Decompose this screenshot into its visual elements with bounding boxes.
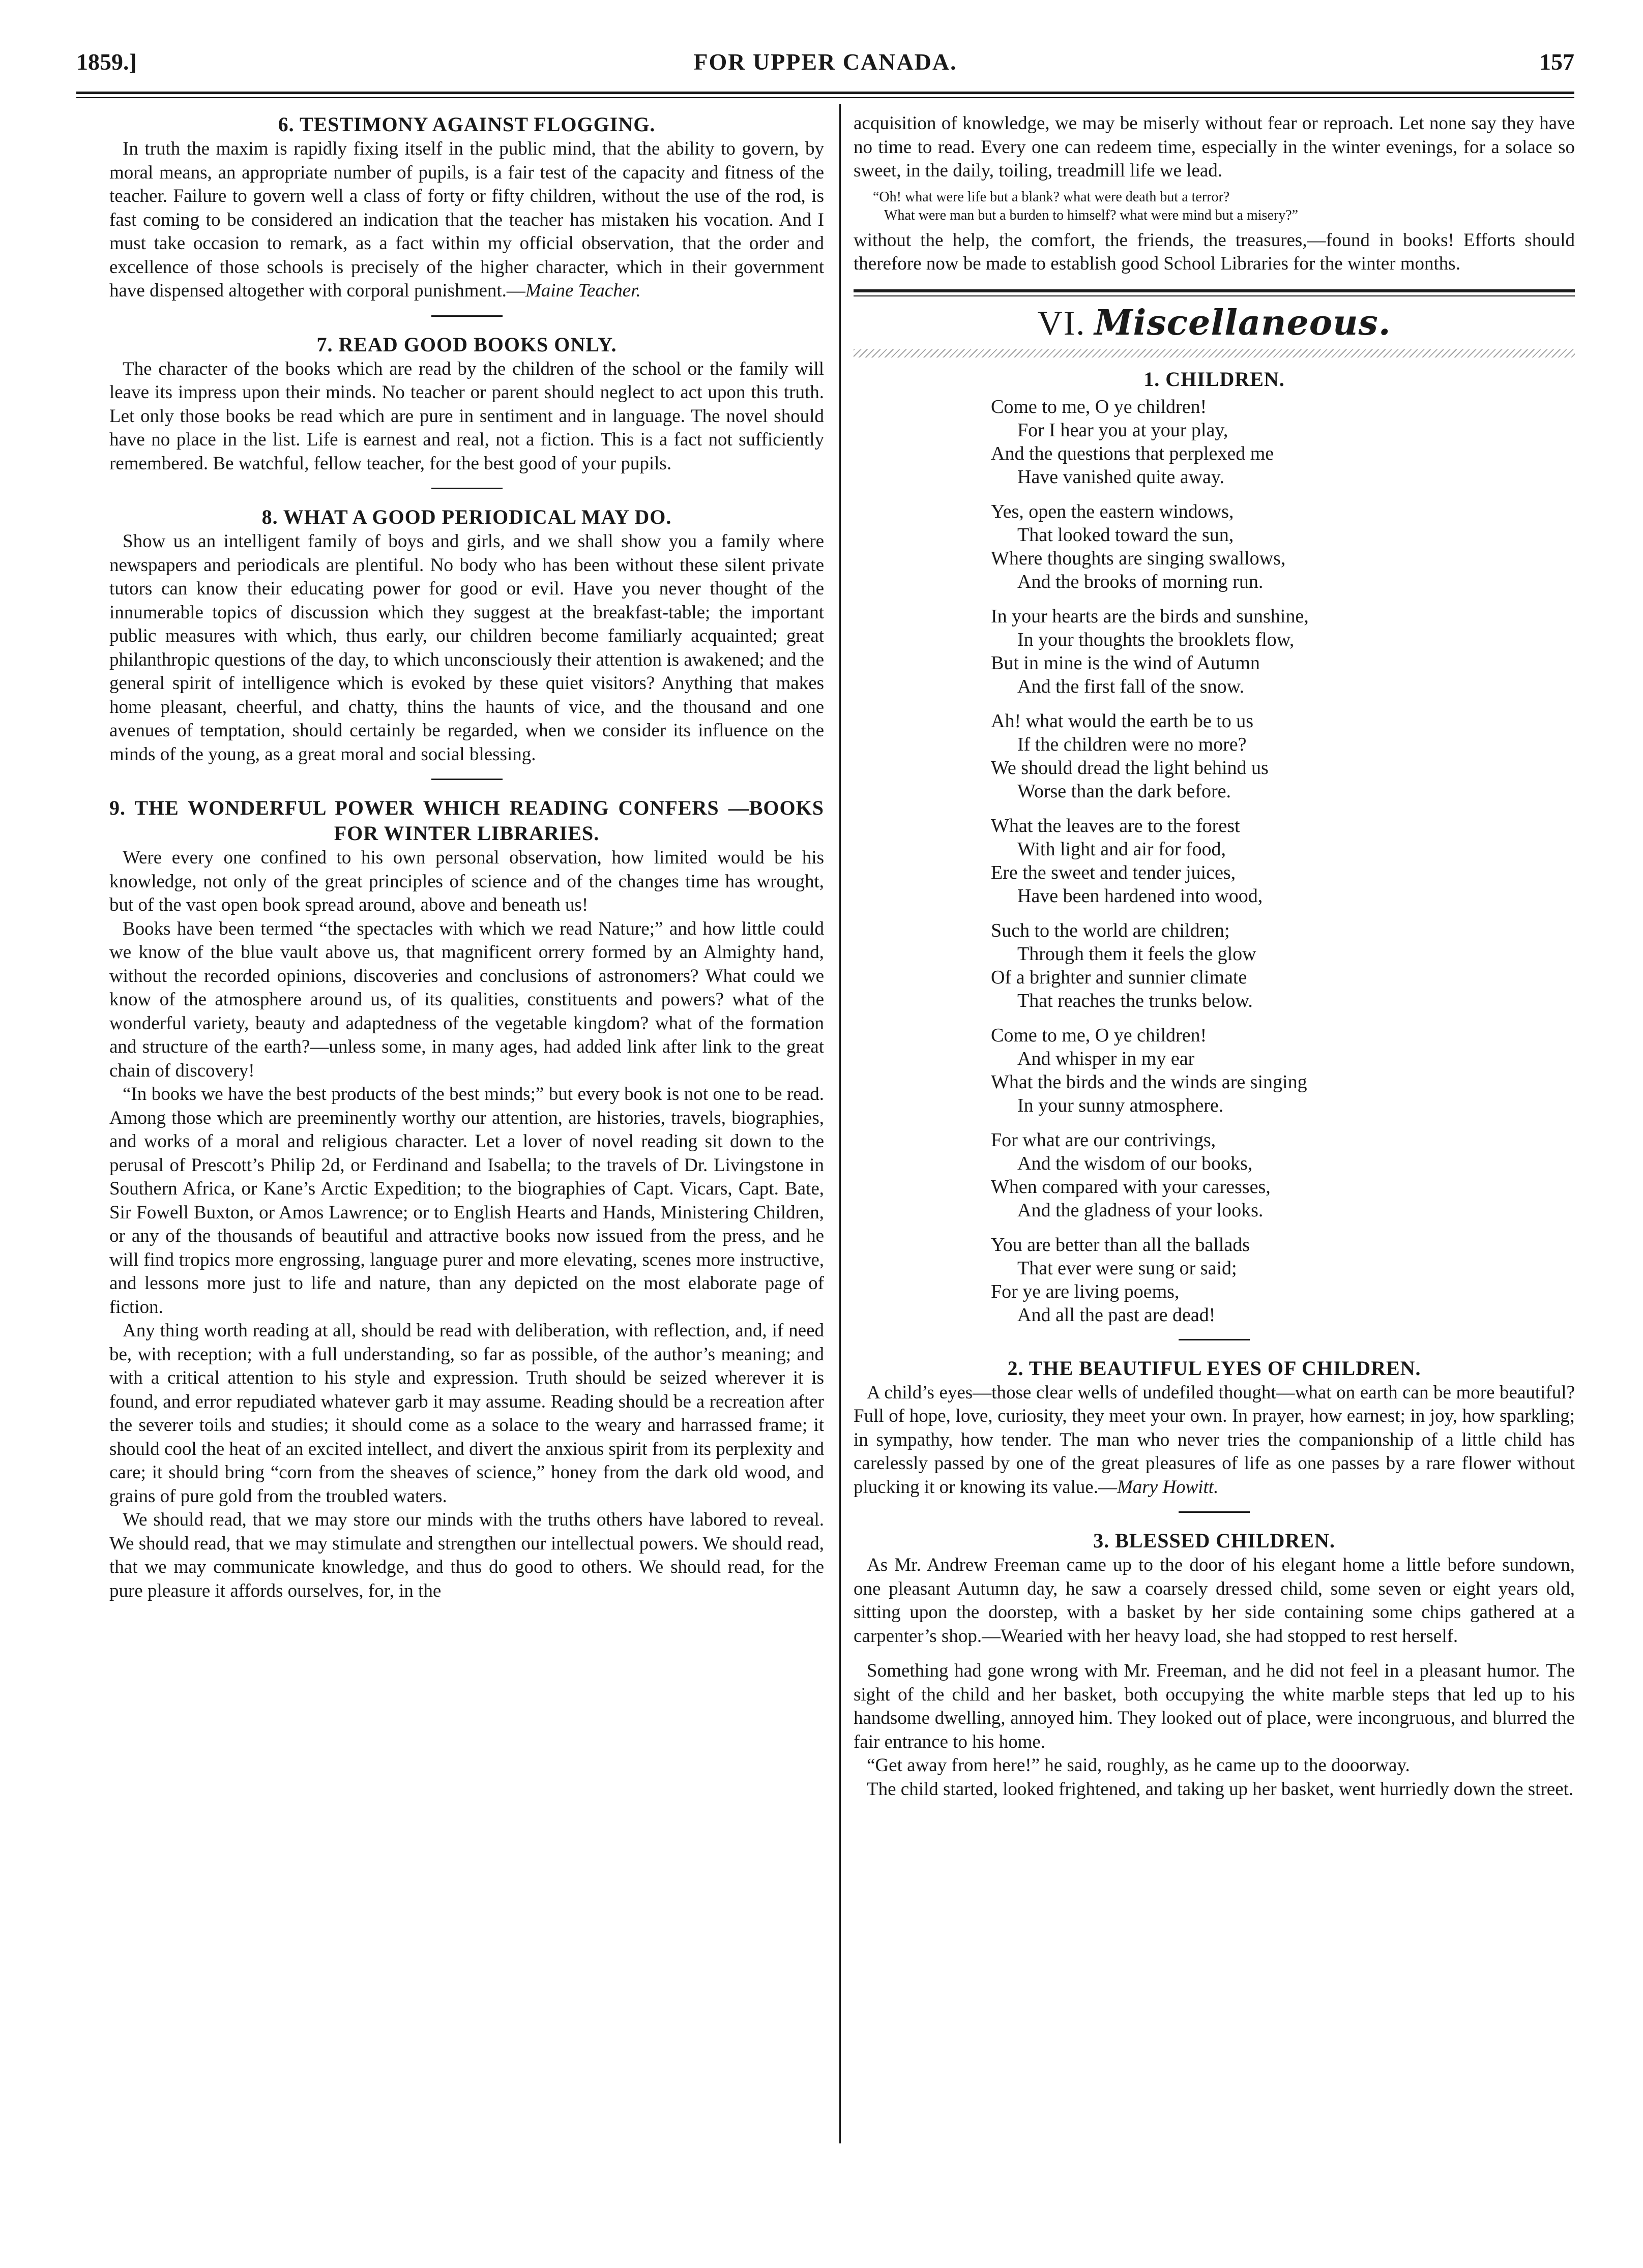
paragraph: The child started, looked frightened, and taking up her basket, went hurriedly down the street.	[867, 1778, 1574, 1800]
paragraph: We should read, that we may store our minds with the truths others have labored to reveal. We should read, that we may stimulate and strengthen our intellectual powers. We should read, that we may communicate knowledge, and thus do good to others. We should read, for the pure pleasure it affords ourselves, for, in the	[109, 1509, 824, 1601]
verse-line: With light and air for food,	[1017, 838, 1226, 860]
section-title: 2. THE BEAUTIFUL EYES OF CHILDREN.	[1007, 1356, 1421, 1380]
header-rule-thick	[76, 92, 1574, 94]
stanza	[991, 500, 1575, 593]
section-divider	[431, 488, 503, 489]
verse-line: That looked toward the sun,	[1017, 524, 1234, 546]
verse-line: Have been hardened into wood,	[1017, 885, 1263, 907]
verse-line: If the children were no more?	[1017, 733, 1247, 755]
paragraph	[854, 1381, 1575, 1500]
section-title: 6. TESTIMONY AGAINST FLOGGING.	[278, 113, 656, 136]
attribution: Mary Howitt.	[1117, 1476, 1219, 1498]
verse-line: That reaches the trunks below.	[1017, 990, 1253, 1011]
stanza	[991, 919, 1575, 1012]
section-title: 9. THE WONDERFUL POWER WHICH READING CONFERS —BOOKS FOR WINTER LIBRARIES.	[109, 796, 824, 845]
department-rule-thin	[854, 295, 1575, 296]
verse-line: Come to me, O ye children!	[991, 396, 1207, 417]
department-number: VI.	[1037, 303, 1086, 342]
article-beautiful-eyes	[854, 1356, 1575, 1500]
verse-line: And the questions that perplexed me	[991, 442, 1274, 464]
section-divider	[1179, 1339, 1250, 1340]
verse-line: What the birds and the winds are singing	[991, 1071, 1307, 1093]
stanza	[991, 605, 1575, 698]
verse-line: Yes, open the eastern windows,	[991, 500, 1234, 522]
verse-line: In your sunny atmosphere.	[1017, 1094, 1224, 1116]
stanza	[991, 1024, 1575, 1117]
paragraph: Something had gone wrong with Mr. Freeman, and he did not feel in a pleasant humor. The sight of the child and her basket, both occupying the white marble steps that led up to his handsome dwelling, annoyed him. They looked out of place, were incongruous, and blurred the fair entrance to his home.	[854, 1660, 1575, 1752]
verse-line: Of a brighter and sunnier climate	[991, 966, 1247, 988]
quote-line: What were man but a burden to himself? what were mind but a misery?”	[884, 207, 1299, 223]
paragraph	[109, 137, 824, 303]
paragraph: The character of the books which are read by the children of the school or the family will leave its impress upon their minds. No teacher or parent should neglect to act upon this truth. Let only those books be read which are pure in sentiment and in language. The novel should have no place in the list. Life is earnest and real, not a fiction. This is a fact not sufficiently remembered. Be watchful, fellow teacher, for the best good of your pupils.	[109, 358, 824, 474]
verse-line: And all the past are dead!	[1017, 1304, 1216, 1326]
section-divider	[431, 779, 503, 780]
department-title: Miscellaneous.	[1094, 302, 1391, 343]
verse-line: Ere the sweet and tender juices,	[991, 861, 1236, 883]
verse-line: And the gladness of your looks.	[1017, 1199, 1264, 1221]
verse-line: And whisper in my ear	[1017, 1048, 1195, 1069]
verse-line: And the wisdom of our books,	[1017, 1152, 1253, 1174]
verse-line: And the first fall of the snow.	[1017, 675, 1245, 697]
paragraph: Were every one confined to his own personal observation, how limited would be his knowledge, not only of the great principles of science and of the changes time has wrought, but of the vast open book spread around, above and beneath us!	[109, 847, 824, 915]
paragraph-gap	[854, 1648, 1575, 1659]
paragraph-text: A child’s eyes—those clear wells of undefiled thought—what on earth can be more beautiful? Full of hope, love, curiosity, they meet your own. In prayer, how earnest; in joy, how sparkling; in sympathy, how tender. The man who never tries the companionship of a little child has carelessly passed by one of the great pleasures of life as one passes by a rare flower without plucking it or knowing its value.—	[854, 1382, 1575, 1498]
section-title: 3. BLESSED CHILDREN.	[1093, 1529, 1335, 1552]
section-title: 1. CHILDREN.	[1143, 367, 1285, 391]
running-header	[76, 48, 1574, 84]
department-rule-thick	[854, 289, 1575, 292]
verse-line: When compared with your caresses,	[991, 1176, 1271, 1198]
stanza	[991, 1128, 1575, 1222]
paragraph: As Mr. Andrew Freeman came up to the door of his elegant home a little before sundown, one pleasant Autumn day, he saw a coarsely dressed child, some seven or eight years old, sitting upon the doorstep, with a basket by her side containing some chips gathered at a carpenter’s shop.—Wearied with her heavy load, she had stopped to rest herself.	[854, 1555, 1575, 1647]
right-column	[854, 112, 1575, 1801]
verse-line: In your hearts are the birds and sunshine,	[991, 605, 1309, 627]
section-divider	[1179, 1511, 1250, 1513]
verse-line: What the leaves are to the forest	[991, 815, 1240, 837]
article-blessed-children	[854, 1528, 1575, 1801]
verse-line: Where thoughts are singing swallows,	[991, 547, 1286, 569]
section-divider	[431, 315, 503, 317]
poem-body	[991, 395, 1575, 1327]
article-read-good-books-only	[109, 332, 824, 476]
quote-line: “Oh! what were life but a blank? what were death but a terror?	[873, 189, 1230, 205]
paragraph: Any thing worth reading at all, should be read with deliberation, with reflection, and, if need be, with reception; with a full understanding, so far as possible, of the author’s meaning; and with a critical attention to his style and expression. Truth should be seized wherever it is found, and error repudiated whatever garb it may assume. Reading should be a recreation after the severer toils and studies; it should come as a solace to the weary and harrassed frame; it should cool the heat of an excited intellect, and divert the anxious spirit from its perplexity and care; it should bring “corn from the sheaves of science,” honey from the dark old wood, and grains of pure gold from the troubled waters.	[109, 1320, 824, 1507]
verse-quotation	[873, 188, 1575, 225]
verse-line: For what are our contrivings,	[991, 1129, 1216, 1151]
verse-line: Have vanished quite away.	[1017, 466, 1224, 488]
verse-line: We should dread the light behind us	[991, 757, 1269, 779]
section-title: 8. WHAT A GOOD PERIODICAL MAY DO.	[261, 505, 672, 528]
attribution: Maine Teacher.	[525, 280, 641, 301]
verse-line: And the brooks of morning run.	[1017, 571, 1264, 592]
ornamental-wavy-rule	[854, 349, 1575, 357]
verse-line: Such to the world are children;	[991, 919, 1230, 941]
section-title: 7. READ GOOD BOOKS ONLY.	[316, 333, 617, 356]
verse-line: In your thoughts the brooklets flow,	[1017, 629, 1295, 650]
page-number: 157	[1539, 49, 1574, 75]
verse-line: You are better than all the ballads	[991, 1234, 1250, 1256]
paragraph: Books have been termed “the spectacles with which we read Nature;” and how little could we know of the blue vault above us, that magnificent orrery formed by an Almighty hand, without the recorded opinions, discoveries and conclusions of astronomers? What could we know of the atmosphere around us, of its qualities, constituents and powers? what of the wonderful variety, beauty and adaptedness of the vegetable kingdom? what of the formation and structure of the earth?—unless some, in many ages, had added link after link to the great chain of discovery!	[109, 918, 824, 1081]
header-title: FOR UPPER CANADA.	[693, 49, 957, 75]
header-rule-thin	[76, 97, 1574, 98]
paragraph: without the help, the comfort, the friends, the treasures,—found in books! Efforts should therefore now be made to establish good School Libraries for the winter months.	[854, 229, 1575, 274]
header-year: 1859.]	[76, 49, 137, 75]
verse-line: Through them it feels the glow	[1017, 943, 1256, 965]
paragraph: “In books we have the best products of the best minds;” but every book is not one to be read. Among those which are preeminently worthy our attention, are histories, travels, biographies, and works of a moral and religious character. Let a lover of novel reading sit down to the perusal of Prescott’s Philip 2d, or Ferdinand and Isabella; to the travels of Dr. Livingstone in Southern Africa, or Kane’s Arctic Expedition; to the biographies of Capt. Vicars, Capt. Bate, Sir Fowell Buxton, or Amos Lawrence; or to English Hearts and Hands, Ministering Children, or any of the thousands of beautiful and attractive books now issued from the press, and he will find tropics more engrossing, language purer and more elevating, scenes more instructive, and lessons more just to life and nature, than any depicted on the most elaborate page of fiction.	[109, 1084, 824, 1318]
verse-line: But in mine is the wind of Autumn	[991, 652, 1260, 674]
article-power-of-reading	[109, 795, 824, 1603]
verse-line: That ever were sung or said;	[1017, 1257, 1237, 1279]
paragraph-text: In truth the maxim is rapidly fixing itself in the public mind, that the ability to govern, by moral means, an appropriate number of pupils, is a fair test of the capacity and fitness of the teacher. Failure to govern well a class of forty or fifty children, without the use of the rod, is fast coming to be considered an indication that the teacher has mistaken his vocation. And I must take occasion to remark, as a fact within my official observation, that the order and excellence of those schools is precisely of the higher character, which in their government have dispensed altogether with corporal punishment.—	[109, 138, 824, 301]
paragraph: Show us an intelligent family of boys and girls, and we shall show you a family where newspapers and periodicals are plentiful. No body who has been without these silent private tutors can know their educating power for good or evil. Have you never thought of the innumerable topics of discussion which they suggest at the breakfast-table; the important public measures with which, thus early, our children become familiarly acquainted; great philanthropic questions of the day, to which unconsciously their attention is awakened; and the general spirit of intelligence which is evoked by these quiet visitors? Anything that makes home pleasant, cheerful, and chatty, thins the haunts of vice, and the thousand and one avenues of temptation, should certainly be regarded, when we consider its influence on the minds of the young, as a great moral and social blessing.	[109, 531, 824, 765]
article-testimony-against-flogging	[109, 112, 824, 303]
left-column	[109, 112, 824, 1603]
verse-line: Come to me, O ye children!	[991, 1024, 1207, 1046]
verse-line: Worse than the dark before.	[1017, 780, 1231, 802]
stanza	[991, 709, 1575, 803]
verse-line: For I hear you at your play,	[1017, 419, 1228, 441]
column-divider	[839, 104, 841, 2143]
verse-line: For ye are living poems,	[991, 1280, 1180, 1302]
paragraph: “Get away from here!” he said, roughly, as he came up to the dooorway.	[867, 1755, 1410, 1776]
paragraph-continued: acquisition of knowledge, we may be miserly without fear or reproach. Let none say they have no time to read. Every one can redeem time, especially in the winter evenings, for a solace so sweet, in the daily, toiling, treadmill life we lead.	[854, 113, 1575, 181]
verse-line: Ah! what would the earth be to us	[991, 710, 1254, 732]
stanza	[991, 395, 1575, 489]
poem-children	[854, 367, 1575, 1327]
stanza	[991, 1233, 1575, 1327]
department-heading	[854, 299, 1575, 347]
stanza	[991, 814, 1575, 908]
article-good-periodical	[109, 504, 824, 766]
